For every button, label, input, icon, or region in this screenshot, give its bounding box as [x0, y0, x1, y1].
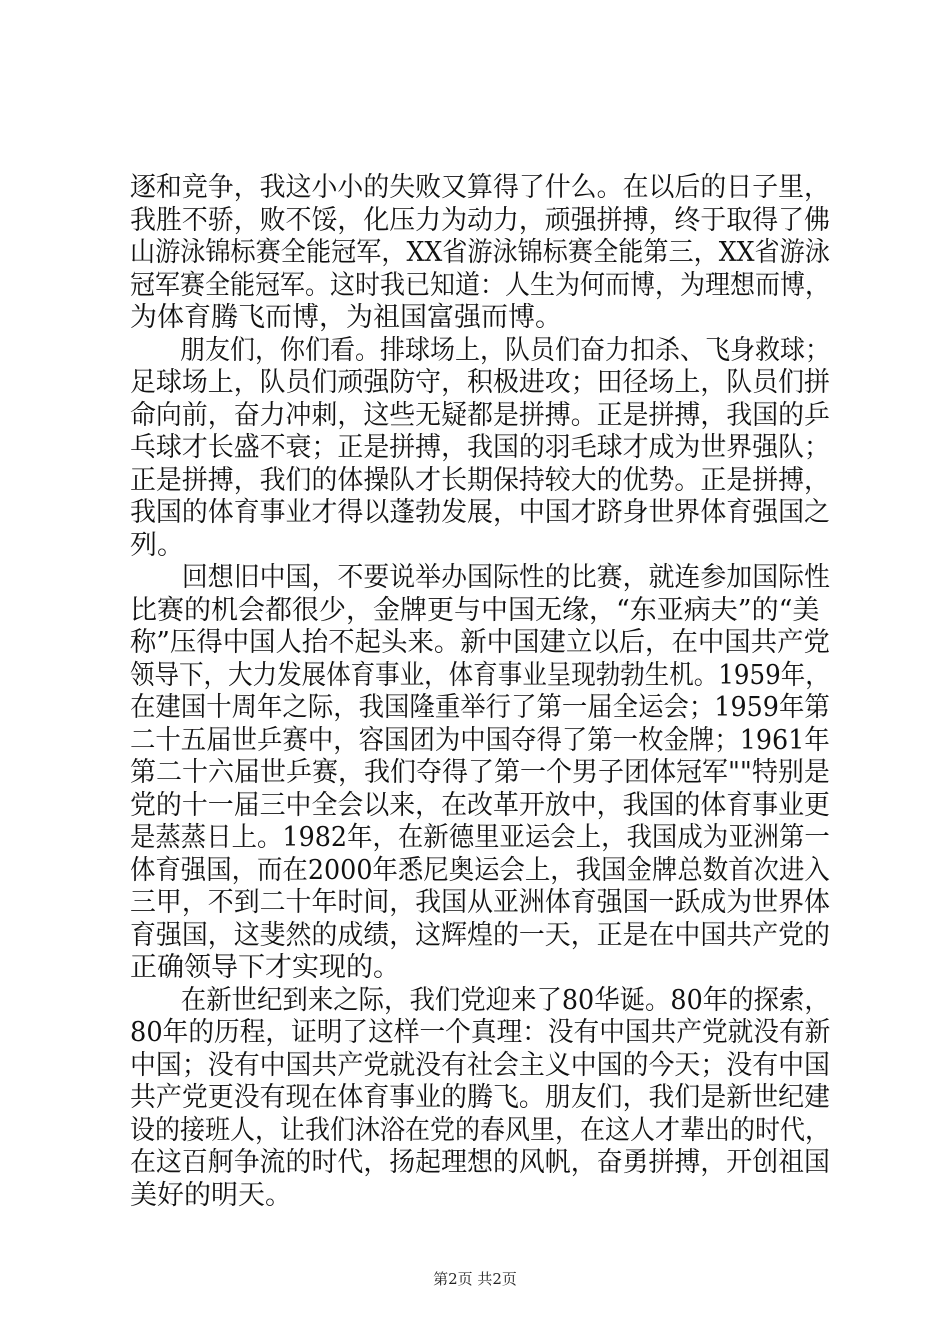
text-line: 朋友们，你们看。排球场上，队员们奋力扣杀、飞身救球； — [130, 334, 830, 366]
text-line: 共产党更没有现在体育事业的腾飞。朋友们，我们是新世纪建 — [130, 1082, 830, 1113]
text-line: 80年的历程，证明了这样一个真理：没有中国共产党就没有新 — [130, 1017, 831, 1048]
text-line: 体育强国，而在2000年悉尼奥运会上，我国金牌总数首次进入 — [130, 854, 830, 886]
text-line: 称”压得中国人抬不起头来。新中国建立以后，在中国共产党 — [130, 627, 830, 658]
text-line: 比赛的机会都很少，金牌更与中国无缘，“东亚病夫”的“美 — [130, 594, 820, 626]
text-line: 山游泳锦标赛全能冠军，XX省游泳锦标赛全能第三，XX省游泳 — [130, 237, 830, 268]
text-line: 设的接班人，让我们沐浴在党的春风里，在这人才辈出的时代， — [130, 1114, 830, 1146]
text-line: 回想旧中国，不要说举办国际性的比赛，就连参加国际性 — [130, 562, 830, 593]
text-line: 是蒸蒸日上。1982年，在新德里亚运会上，我国成为亚洲第一 — [130, 822, 830, 853]
text-line: 乓球才长盛不衰；正是拼搏，我国的羽毛球才成为世界强队； — [130, 432, 830, 463]
text-line: 我国的体育事业才得以蓬勃发展，中国才跻身世界体育强国之 — [130, 497, 830, 528]
text-line: 领导下，大力发展体育事业，体育事业呈现勃勃生机。1959年， — [130, 659, 830, 691]
text-line: 在建国十周年之际，我国隆重举行了第一届全运会；1959年第 — [130, 692, 830, 723]
text-line: 正确领导下才实现的。 — [130, 952, 400, 983]
text-line: 第二十六届世乒赛，我们夺得了第一个男子团体冠军""特别是 — [130, 757, 830, 788]
text-line: 足球场上，队员们顽强防守，积极进攻；田径场上，队员们拼 — [130, 367, 830, 398]
text-line: 为体育腾飞而博，为祖国富强而博。 — [130, 302, 562, 333]
text-line: 冠军赛全能冠军。这时我已知道：人生为何而博，为理想而博， — [130, 269, 830, 301]
text-line: 我胜不骄，败不馁，化压力为动力，顽强拼搏，终于取得了佛 — [130, 204, 830, 236]
page-footer: 第2页 共2页 — [433, 1270, 517, 1288]
text-line: 正是拼搏，我们的体操队才长期保持较大的优势。正是拼搏， — [130, 464, 830, 496]
text-line: 列。 — [130, 529, 184, 561]
text-line: 中国；没有中国共产党就没有社会主义中国的今天；没有中国 — [130, 1049, 830, 1081]
text-line: 二十五届世乒赛中，容国团为中国夺得了第一枚金牌；1961年 — [130, 724, 830, 756]
text-line: 三甲，不到二十年时间，我国从亚洲体育强国一跃成为世界体 — [130, 887, 830, 918]
text-line: 在这百舸争流的时代，扬起理想的风帆，奋勇拼搏，开创祖国 — [130, 1147, 830, 1178]
text-line: 逐和竞争，我这小小的失败又算得了什么。在以后的日子里， — [130, 172, 830, 203]
text-line: 党的十一届三中全会以来，在改革开放中，我国的体育事业更 — [130, 789, 830, 821]
text-line: 育强国，这斐然的成绩，这辉煌的一天，正是在中国共产党的 — [130, 919, 830, 951]
document-body — [130, 172, 830, 1212]
text-line: 在新世纪到来之际，我们党迎来了80华诞。80年的探索， — [130, 984, 830, 1016]
text-line: 命向前，奋力冲刺，这些无疑都是拼搏。正是拼搏，我国的乒 — [130, 399, 830, 431]
text-line: 美好的明天。 — [130, 1179, 292, 1211]
